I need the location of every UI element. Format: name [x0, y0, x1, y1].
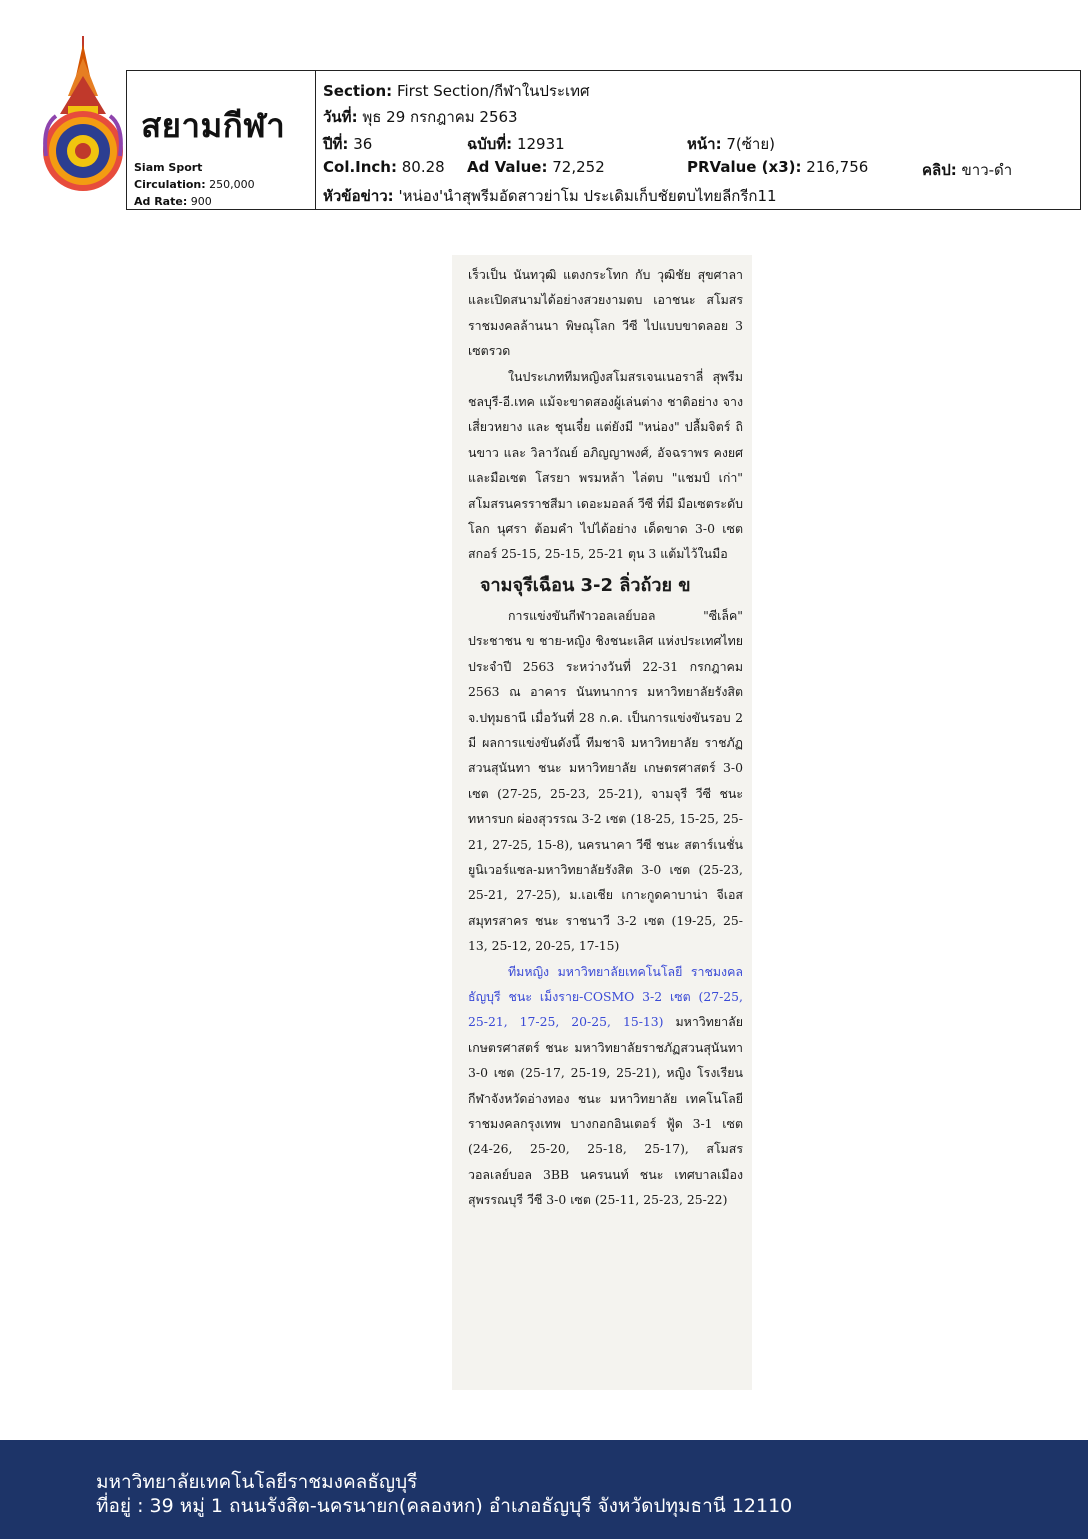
date-field: วันที่: พุธ 29 กรกฎาคม 2563: [323, 108, 518, 126]
advalue-field: Ad Value: 72,252: [467, 158, 605, 176]
ad-rate: Ad Rate: 900: [134, 195, 212, 208]
clip-field: คลิป: ขาว-ดำ: [922, 161, 1013, 179]
article-subheading: จามจุรีเฉือน 3-2 ลิ่วถ้วย ข: [480, 574, 691, 596]
article-paragraph-1: เร็วเป็น นันทวุฒิ แตงกระโทก กับ วุฒิชัย สุขศาลา และเปิดสนามได้อย่างสวยงามตบ เอาชนะ สโมสรราชมงคลล้านนา พิษณุโลก วีซี ไปแบบขาดลอย 3 เซตรวด: [468, 267, 743, 359]
clipping-header: [126, 70, 1081, 210]
colinch-field: Col.Inch: 80.28: [323, 158, 445, 176]
prvalue-field: PRValue (x3): 216,756: [687, 158, 869, 176]
footer-address: ที่อยู่ : 39 หมู่ 1 ถนนรังสิต-นครนายก(คลองหก) อำเภอธัญบุรี จังหวัดปทุมธานี 12110: [96, 1495, 793, 1517]
footer-university-name: มหาวิทยาลัยเทคโนโลยีราชมงคลธัญบุรี: [96, 1471, 418, 1493]
circulation: Circulation: 250,000: [134, 178, 255, 191]
publication-cell: [127, 71, 316, 209]
article-paragraph-4: [468, 959, 743, 1213]
article-paragraph-2: ในประเภททีมหญิงสโมสรเจนเนอราลี่ สุพรีม ชลบุรี-อี.เทค แม้จะขาดสองผู้เล่นต่าง ชาติอย่าง จาง เสี่ยวหยาง และ ชุนเจี๋ย แต่ยังมี "หน่อง" ปลื้มจิตร์ ถินขาว และ วิลาวัณย์ อภิญญาพงศ์, อัจฉราพร คงยศ และมือเซต โสรยา พรมหล้า ไล่ตบ "แชมป์ เก่า" สโมสรนครราชสีมา เดอะมอลล์ วีซี ที่มี มือเซตระดับโลก นุศรา ต้อมคำ ไปได้อย่าง เด็ดขาด 3-0 เซต สกอร์ 25-15, 25-15, 25-21 ตุน 3 แต้มไว้ในมือ: [468, 368, 743, 562]
highlighted-result: ทีมหญิง มหาวิทยาลัยเทคโนโลยี ราชมงคลธัญบุรี ชนะ เม็งราย-COSMO 3-2 เซต (27-25, 25-21, 17-25, 20-25, 15-13): [468, 963, 743, 1030]
publication-name: สยามกีฬา: [141, 106, 286, 145]
article-column: [468, 262, 743, 1213]
page-field: หน้า: 7(ซ้าย): [687, 135, 775, 153]
footer-bar: [0, 1440, 1088, 1539]
headline-field: หัวข้อข่าว: 'หน่อง'นำสุพรีมอัดสาวย่าโม ประเดิมเก็บชัยตบไทยลีกรีก11: [323, 187, 777, 205]
section-field: Section: First Section/กีฬาในประเทศ: [323, 82, 590, 100]
year-field: ปีที่: 36: [323, 135, 373, 153]
other-results: มหาวิทยาลัยเกษตรศาสตร์ ชนะ มหาวิทยาลัยราชภัฏสวนสุนันทา 3-0 เซต (25-17, 25-19, 25-21), หญิง โรงเรียน กีฬาจังหวัดอ่างทอง ชนะ มหาวิทยาลัย เทคโนโลยีราชมงคลกรุงเทพ บางกอกอินเตอร์ ฟู้ด 3-1 เซต (24-26, 25-20, 25-18, 25-17), สโมสรวอลเลย์บอล 3BB นครนนท์ ชนะ เทศบาลเมืองสุพรรณบุรี วีซี 3-0 เซต (25-11, 25-23, 25-22): [468, 1014, 743, 1208]
issue-field: ฉบับที่: 12931: [467, 135, 565, 153]
university-emblem-logo: [38, 36, 128, 196]
publication-name-en: Siam Sport: [134, 161, 203, 174]
article-paragraph-3: การแข่งขันกีฬาวอลเลย์บอล "ซีเล็ค" ประชาชน ข ชาย-หญิง ชิงชนะเลิศ แห่งประเทศไทย ประจำปี 2563 ระหว่างวันที่ 22-31 กรกฎาคม 2563 ณ อาคาร นันทนาการ มหาวิทยาลัยรังสิต จ.ปทุมธานี เมื่อวันที่ 28 ก.ค. เป็นการแข่งขันรอบ 2 มี ผลการแข่งขันดังนี้ ทีมชาจิ มหาวิทยาลัย ราชภัฏสวนสุนันทา ชนะ มหาวิทยาลัย เกษตรศาสตร์ 3-0 เซต (27-25, 25-23, 25-21), จามจุรี วีซี ชนะ ทหารบก ผ่องสุวรรณ 3-2 เซต (18-25, 15-25, 25-21, 27-25, 15-8), นครนาคา วีซี ชนะ สตาร์เนชั่นยูนิเวอร์แซล-มหาวิทยาลัยรังสิต 3-0 เซต (25-23, 25-21, 27-25), ม.เอเชีย เกาะกูดคาบาน่า จีเอส สมุทรสาคร ชนะ ราชนาวี 3-2 เซต (19-25, 25-13, 25-12, 20-25, 17-15): [468, 607, 743, 954]
